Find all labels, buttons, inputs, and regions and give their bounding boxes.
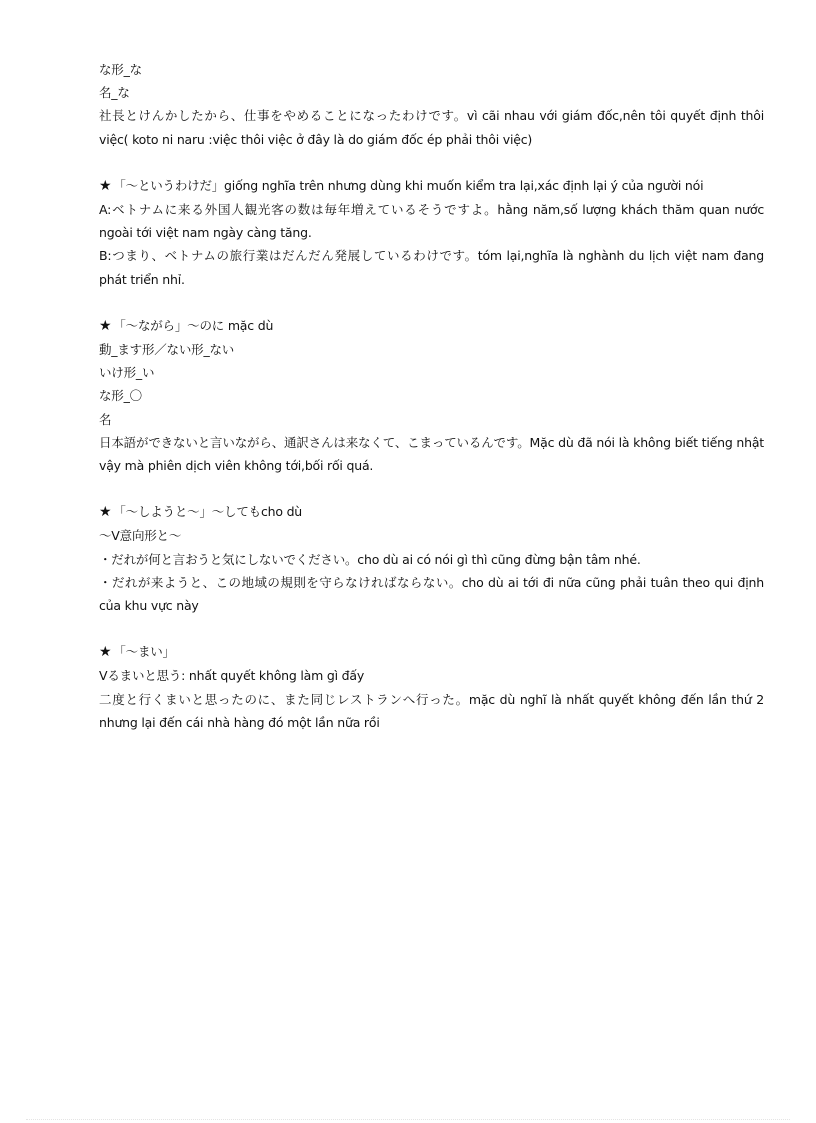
text-line: な形_〇 bbox=[99, 388, 142, 404]
example-sentence: 社長とけんかしたから、仕事をやめることになったわけです。vì cãi nhau với giám đốc,nên tôi quyết định thôi việc( koto ni naru :việc thôi việc ở đây là do giám đốc ép phải thôi việc) bbox=[99, 108, 764, 147]
paragraph-spacer bbox=[99, 291, 764, 314]
heading-text: 「〜というわけだ」giống nghĩa trên nhưng dùng khi muốn kiểm tra lại,xác định lại ý của người nói bbox=[113, 177, 704, 193]
example-sentence: ・だれが何と言おうと気にしないでください。cho dù ai có nói gì thì cũng đừng bận tâm nhé. bbox=[99, 551, 641, 567]
text-line: 〜V意向形と〜 bbox=[99, 528, 182, 544]
example-sentence: 二度と行くまいと思ったのに、また同じレストランへ行った。mặc dù nghĩ là nhất quyết không đến lần thứ 2 nhưng lại đến cái nhà hàng đó một lần nữa rồi bbox=[99, 691, 764, 730]
section-heading-mai bbox=[99, 640, 764, 664]
example-sentence: 日本語ができないと言いながら、通訳さんは来なくて、こまっているんです。Mặc dù đã nói là không biết tiếng nhật vậy mà phiên dịch viên không tới,bối rối quá. bbox=[99, 434, 764, 474]
text-line: 名_な bbox=[99, 85, 130, 101]
page-bottom-divider bbox=[26, 1119, 790, 1120]
text-line: な形_な bbox=[99, 62, 142, 77]
heading-text: 「〜まい」 bbox=[113, 644, 175, 660]
example-sentence: ・だれが来ようと、この地域の規則を守らなければならない。cho dù ai tới đi nữa cũng phải tuân theo qui định của khu vực này bbox=[99, 574, 764, 614]
example-sentence: A:ベトナムに来る外国人観光客の数は毎年増えているそうですよ。hằng năm,số lượng khách thăm quan nước ngoài tới việt nam ngày càng tăng. bbox=[99, 202, 764, 241]
section-heading-toiu-wake-da bbox=[99, 174, 764, 198]
paragraph-spacer bbox=[99, 617, 764, 640]
example-sentence: B:つまり、ベトナムの旅行業はだんだん発展しているわけです。tóm lại,nghĩa là nghành du lịch việt nam đang phát triển nhỉ. bbox=[99, 248, 764, 287]
section-heading-shiyou-to bbox=[99, 500, 764, 524]
section-heading-nagara bbox=[99, 314, 764, 338]
heading-text: 「〜しようと〜」〜してもcho dù bbox=[113, 504, 303, 520]
document-body bbox=[99, 58, 764, 734]
text-line: 名 bbox=[99, 411, 112, 427]
text-line: いけ形_い bbox=[99, 365, 155, 381]
paragraph-spacer bbox=[99, 477, 764, 500]
text-line: Vるまいと思う: nhất quyết không làm gì đấy bbox=[99, 668, 365, 684]
heading-text: 「〜ながら」〜のに mặc dù bbox=[113, 317, 274, 333]
text-line: 動_ます形／ない形_ない bbox=[99, 342, 235, 358]
paragraph-spacer bbox=[99, 151, 764, 174]
